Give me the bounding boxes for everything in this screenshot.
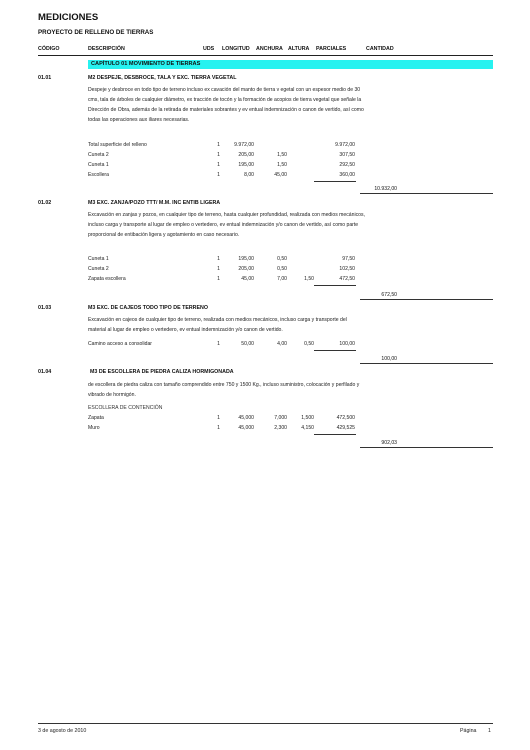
row-uds: 1	[217, 162, 220, 168]
measurement-row	[0, 172, 530, 180]
item-total: 902,03	[381, 440, 397, 446]
row-name: Cuneta 1	[88, 162, 109, 168]
row-name: Zapata	[88, 415, 104, 421]
row-anchura: 2,300	[274, 425, 287, 431]
row-anchura: 1,50	[277, 152, 287, 158]
row-longitud: 195,00	[238, 256, 254, 262]
measurement-row	[0, 276, 530, 284]
row-parciales: 307,50	[339, 152, 355, 158]
measurement-row	[0, 425, 530, 433]
col-header-uds: UDS	[203, 46, 215, 52]
col-header-altura: ALTURA	[288, 46, 310, 52]
row-parciales: 292,50	[339, 162, 355, 168]
row-longitud: 45,000	[238, 425, 254, 431]
row-parciales: 429,525	[336, 425, 355, 431]
footer-page-label: Página	[460, 728, 477, 734]
chapter-label: CAPÍTULO 01 MOVIMIENTO DE TIERRAS	[91, 61, 201, 67]
row-anchura: 7,000	[274, 415, 287, 421]
col-header-cantidad: CANTIDAD	[366, 46, 394, 52]
row-anchura: 45,00	[274, 172, 287, 178]
col-header-codigo: CÓDIGO	[38, 46, 60, 52]
row-uds: 1	[217, 276, 220, 282]
row-longitud: 8,00	[244, 172, 254, 178]
document-title: MEDICIONES	[38, 12, 99, 23]
row-anchura: 4,00	[277, 341, 287, 347]
row-uds: 1	[217, 415, 220, 421]
row-name: Cuneta 2	[88, 266, 109, 272]
row-longitud: 9.972,00	[234, 142, 254, 148]
row-longitud: 205,00	[238, 152, 254, 158]
col-header-longitud: LONGITUD	[222, 46, 250, 52]
row-uds: 1	[217, 172, 220, 178]
row-longitud: 195,00	[238, 162, 254, 168]
measurement-row	[0, 142, 530, 150]
row-altura: 0,50	[304, 341, 314, 347]
row-parciales: 360,00	[339, 172, 355, 178]
item-total: 672,50	[381, 292, 397, 298]
row-anchura: 0,50	[277, 256, 287, 262]
item-total: 100,00	[381, 356, 397, 362]
measurement-row	[0, 152, 530, 160]
row-parciales: 102,50	[339, 266, 355, 272]
item-description: de escollera de piedra caliza con tamaño comprendido entre 750 y 1500 Kg., incluso suministro, colocación y perfilado y vibrado de hormigón.	[88, 382, 360, 398]
chapter-banner	[88, 60, 493, 69]
row-longitud: 45,00	[241, 276, 254, 282]
row-anchura: 1,50	[277, 162, 287, 168]
row-altura: 1,50	[304, 276, 314, 282]
subtotal-rule	[314, 350, 356, 351]
row-longitud: 205,00	[238, 266, 254, 272]
row-name: Muro	[88, 425, 100, 431]
row-parciales: 472,500	[336, 415, 355, 421]
col-header-parciales: PARCIALES	[316, 46, 347, 52]
total-rule	[360, 447, 493, 448]
measurement-row	[0, 266, 530, 274]
row-parciales: 472,50	[339, 276, 355, 282]
item-code: 01.03	[38, 305, 52, 311]
item-code: 01.04	[38, 369, 52, 375]
row-altura: 4,150	[301, 425, 314, 431]
row-altura: 1,500	[301, 415, 314, 421]
row-uds: 1	[217, 341, 220, 347]
row-parciales: 100,00	[339, 341, 355, 347]
footer-page-number: 1	[488, 728, 491, 734]
item-title: M3 EXC. DE CAJEOS TODO TIPO DE TERRENO	[88, 305, 208, 311]
item-description: Excavación en cajeos de cualquier tipo de terreno, realizada con medios mecánicos, incluso carga y transporte del material al lugar de empleo o vertedero, ev entual indemnización y/o canon de vertido.	[88, 317, 347, 333]
row-longitud: 45,000	[238, 415, 254, 421]
subtotal-rule	[314, 285, 356, 286]
document-subtitle: PROYECTO DE RELLENO DE TIERRAS	[38, 29, 154, 36]
footer-divider	[38, 723, 493, 724]
subtotal-rule	[314, 181, 356, 182]
item-total: 10.932,00	[374, 186, 397, 192]
row-anchura: 7,00	[277, 276, 287, 282]
total-rule	[360, 363, 493, 364]
measurement-row	[0, 162, 530, 170]
col-header-descripcion: DESCRIPCIÓN	[88, 46, 125, 52]
item-title: M2 DESPEJE, DESBROCE, TALA Y EXC. TIERRA VEGETAL	[88, 75, 237, 81]
row-name: Zapata escollera	[88, 276, 126, 282]
item-title: M3 EXC. ZANJA/POZO TTT/ M.M. INC ENTIB LIGERA	[88, 200, 221, 206]
row-uds: 1	[217, 425, 220, 431]
footer-date: 3 de agosto de 2010	[38, 728, 87, 734]
header-divider	[38, 55, 493, 56]
item-title: M3 DE ESCOLLERA DE PIEDRA CALIZA HORMIGONADA	[90, 369, 234, 375]
section-label: ESCOLLERA DE CONTENCIÓN	[88, 405, 163, 411]
item-description: Despeje y desbroce en todo tipo de terreno incluso ex cavación del manto de tierra v egetal con un espesor medio de 30 cms, tala de árboles de cualquier diámetro, ex tracción de tocón y la formación de acopios de tierra vegetal que señale la Dirección de Obra, además de la retirada de materiales sobrantes y ev entual indemnización o canon de vertido, así como todas las operaciones aux iliares necesarias.	[88, 87, 364, 123]
measurement-row	[0, 256, 530, 264]
row-name: Total superficie del relleno	[88, 142, 147, 148]
row-uds: 1	[217, 266, 220, 272]
total-rule	[360, 193, 493, 194]
row-anchura: 0,50	[277, 266, 287, 272]
row-longitud: 50,00	[241, 341, 254, 347]
item-code: 01.01	[38, 75, 52, 81]
subtotal-rule	[314, 434, 356, 435]
row-name: Cuneta 2	[88, 152, 109, 158]
col-header-anchura: ANCHURA	[256, 46, 283, 52]
row-uds: 1	[217, 152, 220, 158]
total-rule	[360, 299, 493, 300]
row-name: Escollera	[88, 172, 109, 178]
measurement-row	[0, 341, 530, 349]
row-name: Camino acceso a consolidar	[88, 341, 152, 347]
row-uds: 1	[217, 256, 220, 262]
row-parciales: 9.972,00	[335, 142, 355, 148]
row-name: Cuneta 1	[88, 256, 109, 262]
item-code: 01.02	[38, 200, 52, 206]
row-parciales: 97,50	[342, 256, 355, 262]
measurement-row	[0, 415, 530, 423]
row-uds: 1	[217, 142, 220, 148]
item-description: Excavación en zanjas y pozos, en cualquier tipo de terreno, hasta cualquier profundidad, realizada con medios mecánicos, incluso carga y transporte al lugar de empleo o vertedero, ev entual indemnización y/o canon de vertido, así como parte proporcional de entibación ligera y agotamiento en caso necesario.	[88, 212, 365, 238]
